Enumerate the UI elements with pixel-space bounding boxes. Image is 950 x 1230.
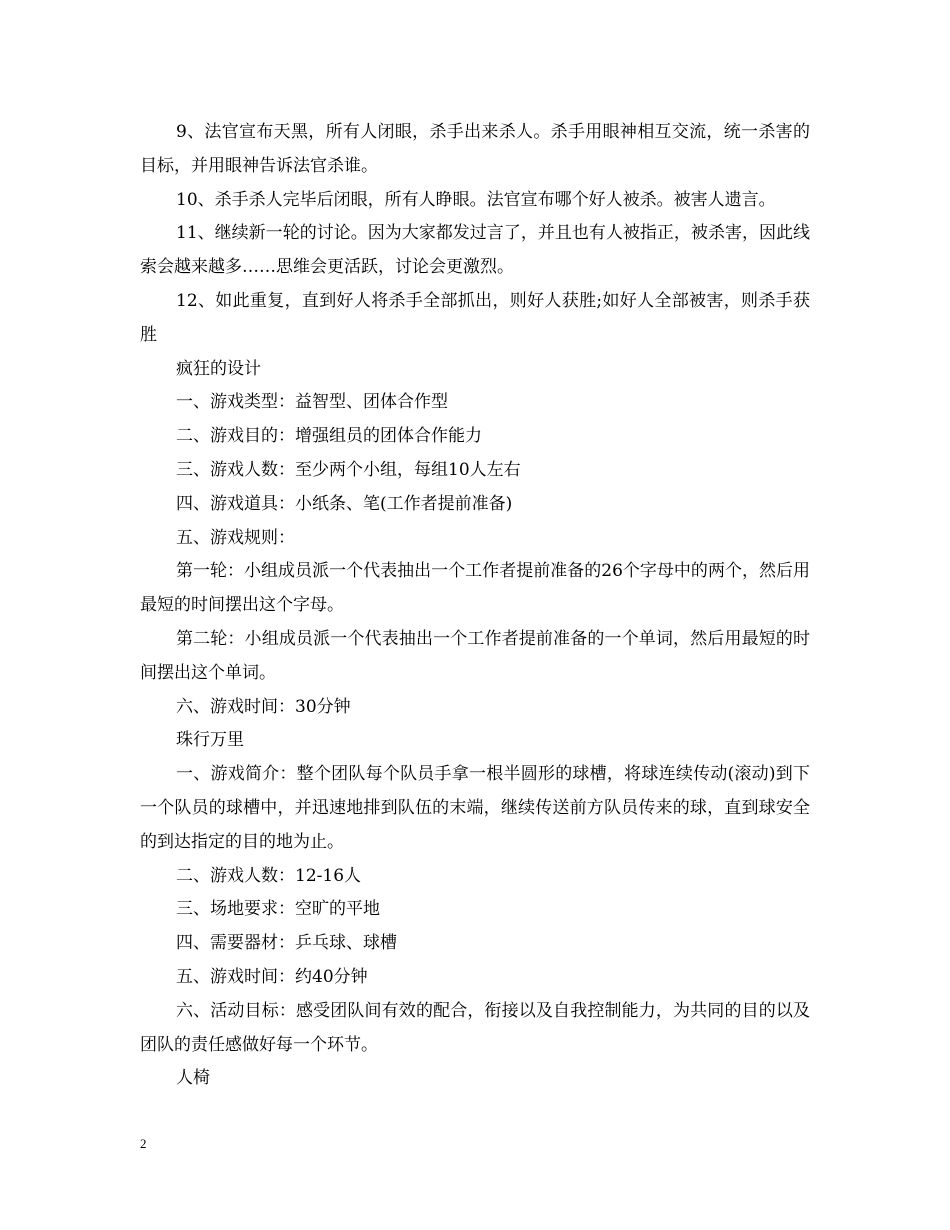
paragraph-rule-9: 9、法官宣布天黑，所有人闭眼，杀手出来杀人。杀手用眼神相互交流，统一杀害的目标，并用眼神告诉法官杀谁。 [140, 122, 810, 176]
paragraph-game-intro: 一、游戏简介：整个团队每个队员手拿一根半圆形的球槽，将球连续传动(滚动)到下一个队员的球槽中，并迅速地排到队伍的末端，继续传送前方队员传来的球，直到球安全的到达指定的目的地为止。 [140, 764, 810, 852]
paragraph-game-props: 四、游戏道具：小纸条、笔(工作者提前准备) [176, 493, 513, 514]
section-heading-crazy-design: 疯狂的设计 [176, 358, 261, 379]
paragraph-equipment: 四、需要器材：乒乓球、球槽 [176, 933, 397, 954]
paragraph-round-two: 第二轮：小组成员派一个代表抽出一个工作者提前准备的一个单词，然后用最短的时间摆出这个单词。 [140, 628, 810, 683]
paragraph-rule-11: 11、继续新一轮的讨论。因为大家都发过言了，并且也有人被指正，被杀害，因此线索会越来越多……思维会更活跃，讨论会更激烈。 [140, 223, 810, 278]
paragraph-game-type: 一、游戏类型：益智型、团体合作型 [176, 392, 448, 413]
paragraph-player-count: 二、游戏人数：12-16人 [176, 865, 362, 886]
paragraph-round-one: 第一轮：小组成员派一个代表抽出一个工作者提前准备的26个字母中的两个，然后用最短的时间摆出这个字母。 [140, 561, 810, 616]
section-heading-human-chair: 人椅 [176, 1068, 210, 1089]
paragraph-game-time: 六、游戏时间：30分钟 [176, 696, 351, 717]
document-body [140, 116, 810, 1096]
paragraph-game-rules: 五、游戏规则： [176, 527, 295, 548]
paragraph-game-players: 三、游戏人数：至少两个小组，每组10人左右 [176, 459, 521, 480]
paragraph-activity-goal: 六、活动目标：感受团队间有效的配合，衔接以及自我控制能力，为共同的目的以及团队的责任感做好每一个环节。 [140, 1000, 810, 1055]
page-number: 2 [140, 1136, 147, 1151]
section-heading-bead-journey: 珠行万里 [176, 730, 244, 751]
paragraph-rule-10: 10、杀手杀人完毕后闭眼，所有人睁眼。法官宣布哪个好人被杀。被害人遗言。 [176, 189, 776, 210]
paragraph-duration: 五、游戏时间：约40分钟 [176, 966, 368, 987]
paragraph-game-purpose: 二、游戏目的：增强组员的团体合作能力 [176, 426, 482, 447]
paragraph-venue: 三、场地要求：空旷的平地 [176, 899, 380, 920]
paragraph-rule-12: 12、如此重复，直到好人将杀手全部抓出，则好人获胜;如好人全部被害，则杀手获胜 [140, 290, 810, 345]
